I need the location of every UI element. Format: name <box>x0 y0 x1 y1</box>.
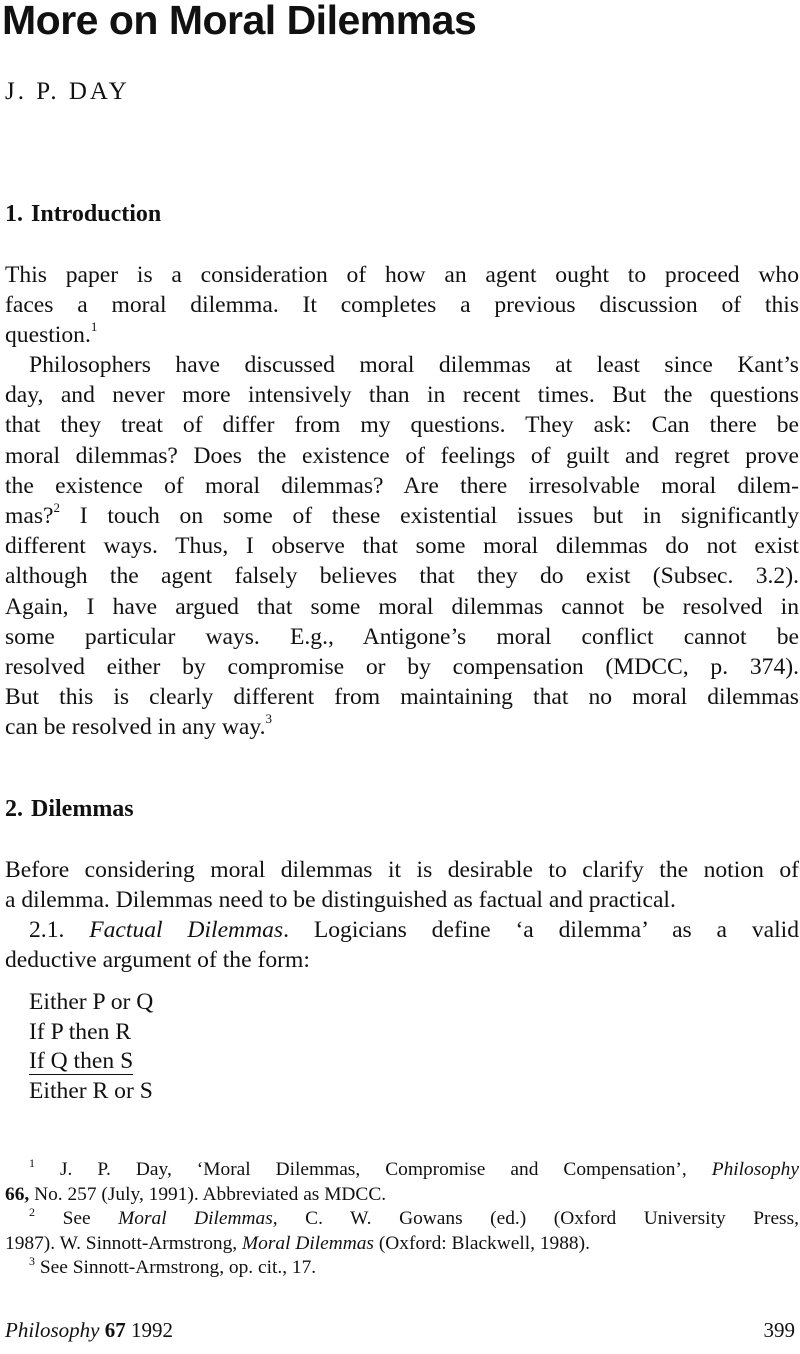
text-line: Again, I have argued that some moral dilemmas cannot be resolved in <box>5 593 799 620</box>
page-number: 399 <box>763 1318 795 1342</box>
text-line: mas?$^2$ I touch on some of these existential issues but in significantly <box>5 500 799 530</box>
page-footer <box>5 1318 799 1343</box>
premise-1: Either P or Q <box>29 989 154 1015</box>
text-line: This paper is a consideration of how an agent ought to proceed who <box>5 262 799 288</box>
article-title: More on Moral Dilemmas <box>2 0 477 43</box>
section-title: Dilemmas <box>31 796 134 822</box>
section-heading-dilemmas <box>5 796 134 823</box>
footnote-ref[interactable]: 1 <box>90 319 98 335</box>
text-line: question.$^1$ <box>5 319 98 349</box>
section-number: 1. <box>5 201 23 227</box>
text-line: 2.1. Factual Dilemmas. Logicians define ‘a dilemma’ as a valid <box>29 917 800 943</box>
text-line: But this is clearly different from maintaining that no moral dilemmas <box>5 684 799 711</box>
footnote-ref[interactable]: 2 <box>53 500 60 516</box>
footnotes <box>5 1158 799 1281</box>
footnote-2-cont: 1987). W. Sinnott-Armstrong, Moral Dilemmas (Oxford: Blackwell, 1988). <box>5 1232 590 1254</box>
text-line: moral dilemmas? Does the existence of feelings of guilt and regret prove <box>5 442 799 469</box>
text-line: resolved either by compromise or by compensation (MDCC, p. 374). <box>5 654 799 681</box>
footnote-1: $^1$ J. P. Day, ‘Moral Dilemmas, Compromise and Compensation’, Philosophy <box>29 1156 799 1180</box>
text-line: deductive argument of the form: <box>5 947 310 974</box>
footnote-3: $^3$ See Sinnott-Armstrong, op. cit., 17. <box>29 1254 317 1278</box>
text-line: Philosophers have discussed moral dilemmas at least since Kant’s <box>29 352 799 378</box>
text-line: a dilemma. Dilemmas need to be distinguished as factual and practical. <box>5 887 676 914</box>
text-line: that they treat of differ from my questions. They ask: Can there be <box>5 412 799 439</box>
footnote-ref[interactable]: 3 <box>265 711 273 727</box>
premise-2: If P then R <box>29 1018 132 1045</box>
text-line: some particular ways. E.g., Antigone’s moral conflict cannot be <box>5 623 799 650</box>
conclusion: Either R or S <box>29 1077 153 1104</box>
dilemmas-paragraph-1 <box>5 855 799 915</box>
footnote-1-cont: 66, No. 257 (July, 1991). Abbreviated as MDCC. <box>5 1183 387 1205</box>
premise-3: If Q then S <box>29 1048 134 1074</box>
term-factual-dilemmas: Factual Dilemmas <box>89 917 284 943</box>
text-line: can be resolved in any way.$^3$ <box>5 711 273 741</box>
section-title: Introduction <box>31 201 162 227</box>
text-line: Before considering moral dilemmas it is desirable to clarify the notion of <box>5 857 799 883</box>
journal-year: 1992 <box>131 1318 173 1342</box>
text-line: the existence of moral dilemmas? Are there irresolvable moral dilem- <box>5 472 799 499</box>
section-heading-introduction <box>5 201 161 228</box>
dilemma-argument-form <box>29 988 153 1106</box>
journal-name: Philosophy <box>5 1318 100 1342</box>
journal-volume: 67 <box>104 1318 126 1342</box>
footnote-2: $^2$ See Moral Dilemmas, C. W. Gowans (ed.) (Oxford University Press, <box>29 1205 799 1229</box>
text-line: although the agent falsely believes that they do exist (Subsec. 3.2). <box>5 563 799 590</box>
text-line: faces a moral dilemma. It completes a previous discussion of this <box>5 292 799 319</box>
section-number: 2. <box>5 796 23 822</box>
intro-paragraph-2 <box>5 350 799 743</box>
text-line: day, and never more intensively than in recent times. But the questions <box>5 382 799 409</box>
intro-paragraph-1 <box>5 260 799 351</box>
author-name: J. P. DAY <box>5 78 130 105</box>
dilemmas-paragraph-2 <box>5 915 799 975</box>
text-line: different ways. Thus, I observe that some moral dilemmas do not exist <box>5 533 799 560</box>
